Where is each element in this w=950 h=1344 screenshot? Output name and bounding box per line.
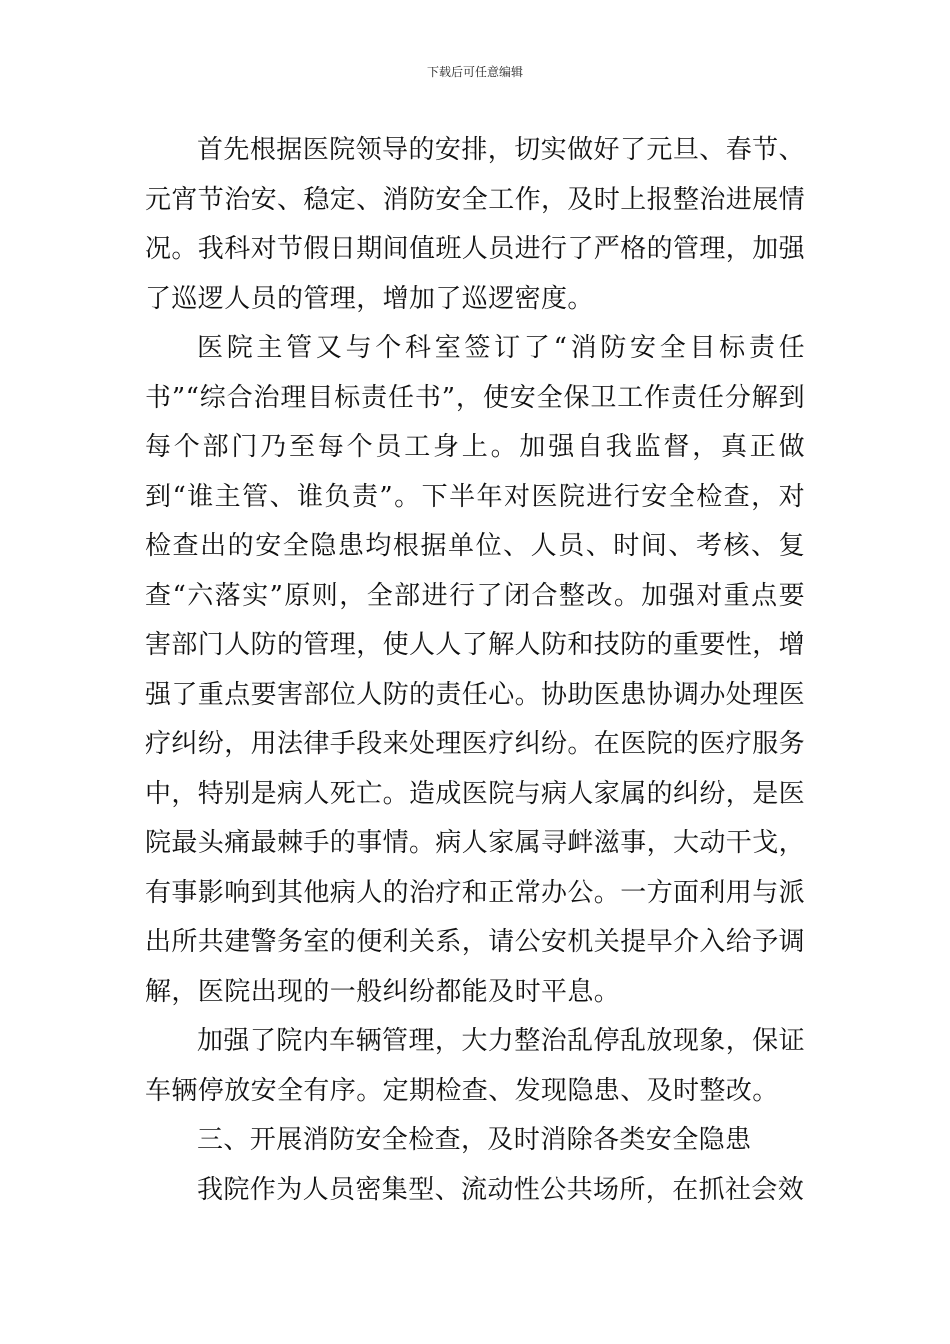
paragraph-holiday-security: 首先根据医院领导的安排，切实做好了元旦、春节、元宵节治安、稳定、消防安全工作，及时上报整治进展情况。我科对节假日期间值班人员进行了严格的管理，加强了巡逻人员的管理，增加了巡逻密度。	[145, 135, 806, 314]
paragraph-vehicle-management: 加强了院内车辆管理，大力整治乱停乱放现象，保证车辆停放安全有序。定期检查、发现隐患、及时整改。	[145, 1026, 805, 1106]
page-header: 下载后可任意编辑	[426, 65, 523, 79]
paragraph-responsibility: 医院主管又与个科室签订了“消防安全目标责任书”“综合治理目标责任书”，使安全保卫工作责任分解到每个部门乃至每个员工身上。加强自我监督，真正做到“谁主管、谁负责”。下半年对医院进行安全检查，对检查出的安全隐患均根据单位、人员、时间、考核、复查“六落实”原则，全部进行了闭合整改。加强对重点要害部门人防的管理，使人人了解人防和技防的重要性，增强了重点要害部位人防的责任心。协助医患协调办处理医疗纠纷，用法律手段来处理医疗纠纷。在医院的医疗服务中，特别是病人死亡。造成医院与病人家属的纠纷，是医院最头痛最棘手的事情。病人家属寻衅滋事，大动干戈，有事影响到其他病人的治疗和正常办公。一方面利用与派出所共建警务室的便利关系，请公安机关提早介入给予调解，医院出现的一般纠纷都能及时平息。	[145, 333, 806, 1007]
document-body	[145, 126, 805, 1215]
section-heading-fire-safety: 三、开展消防安全检查，及时消除各类安全隐患	[197, 1125, 752, 1155]
paragraph-public-place: 我院作为人员密集型、流动性公共场所，在抓社会效	[197, 1174, 805, 1205]
